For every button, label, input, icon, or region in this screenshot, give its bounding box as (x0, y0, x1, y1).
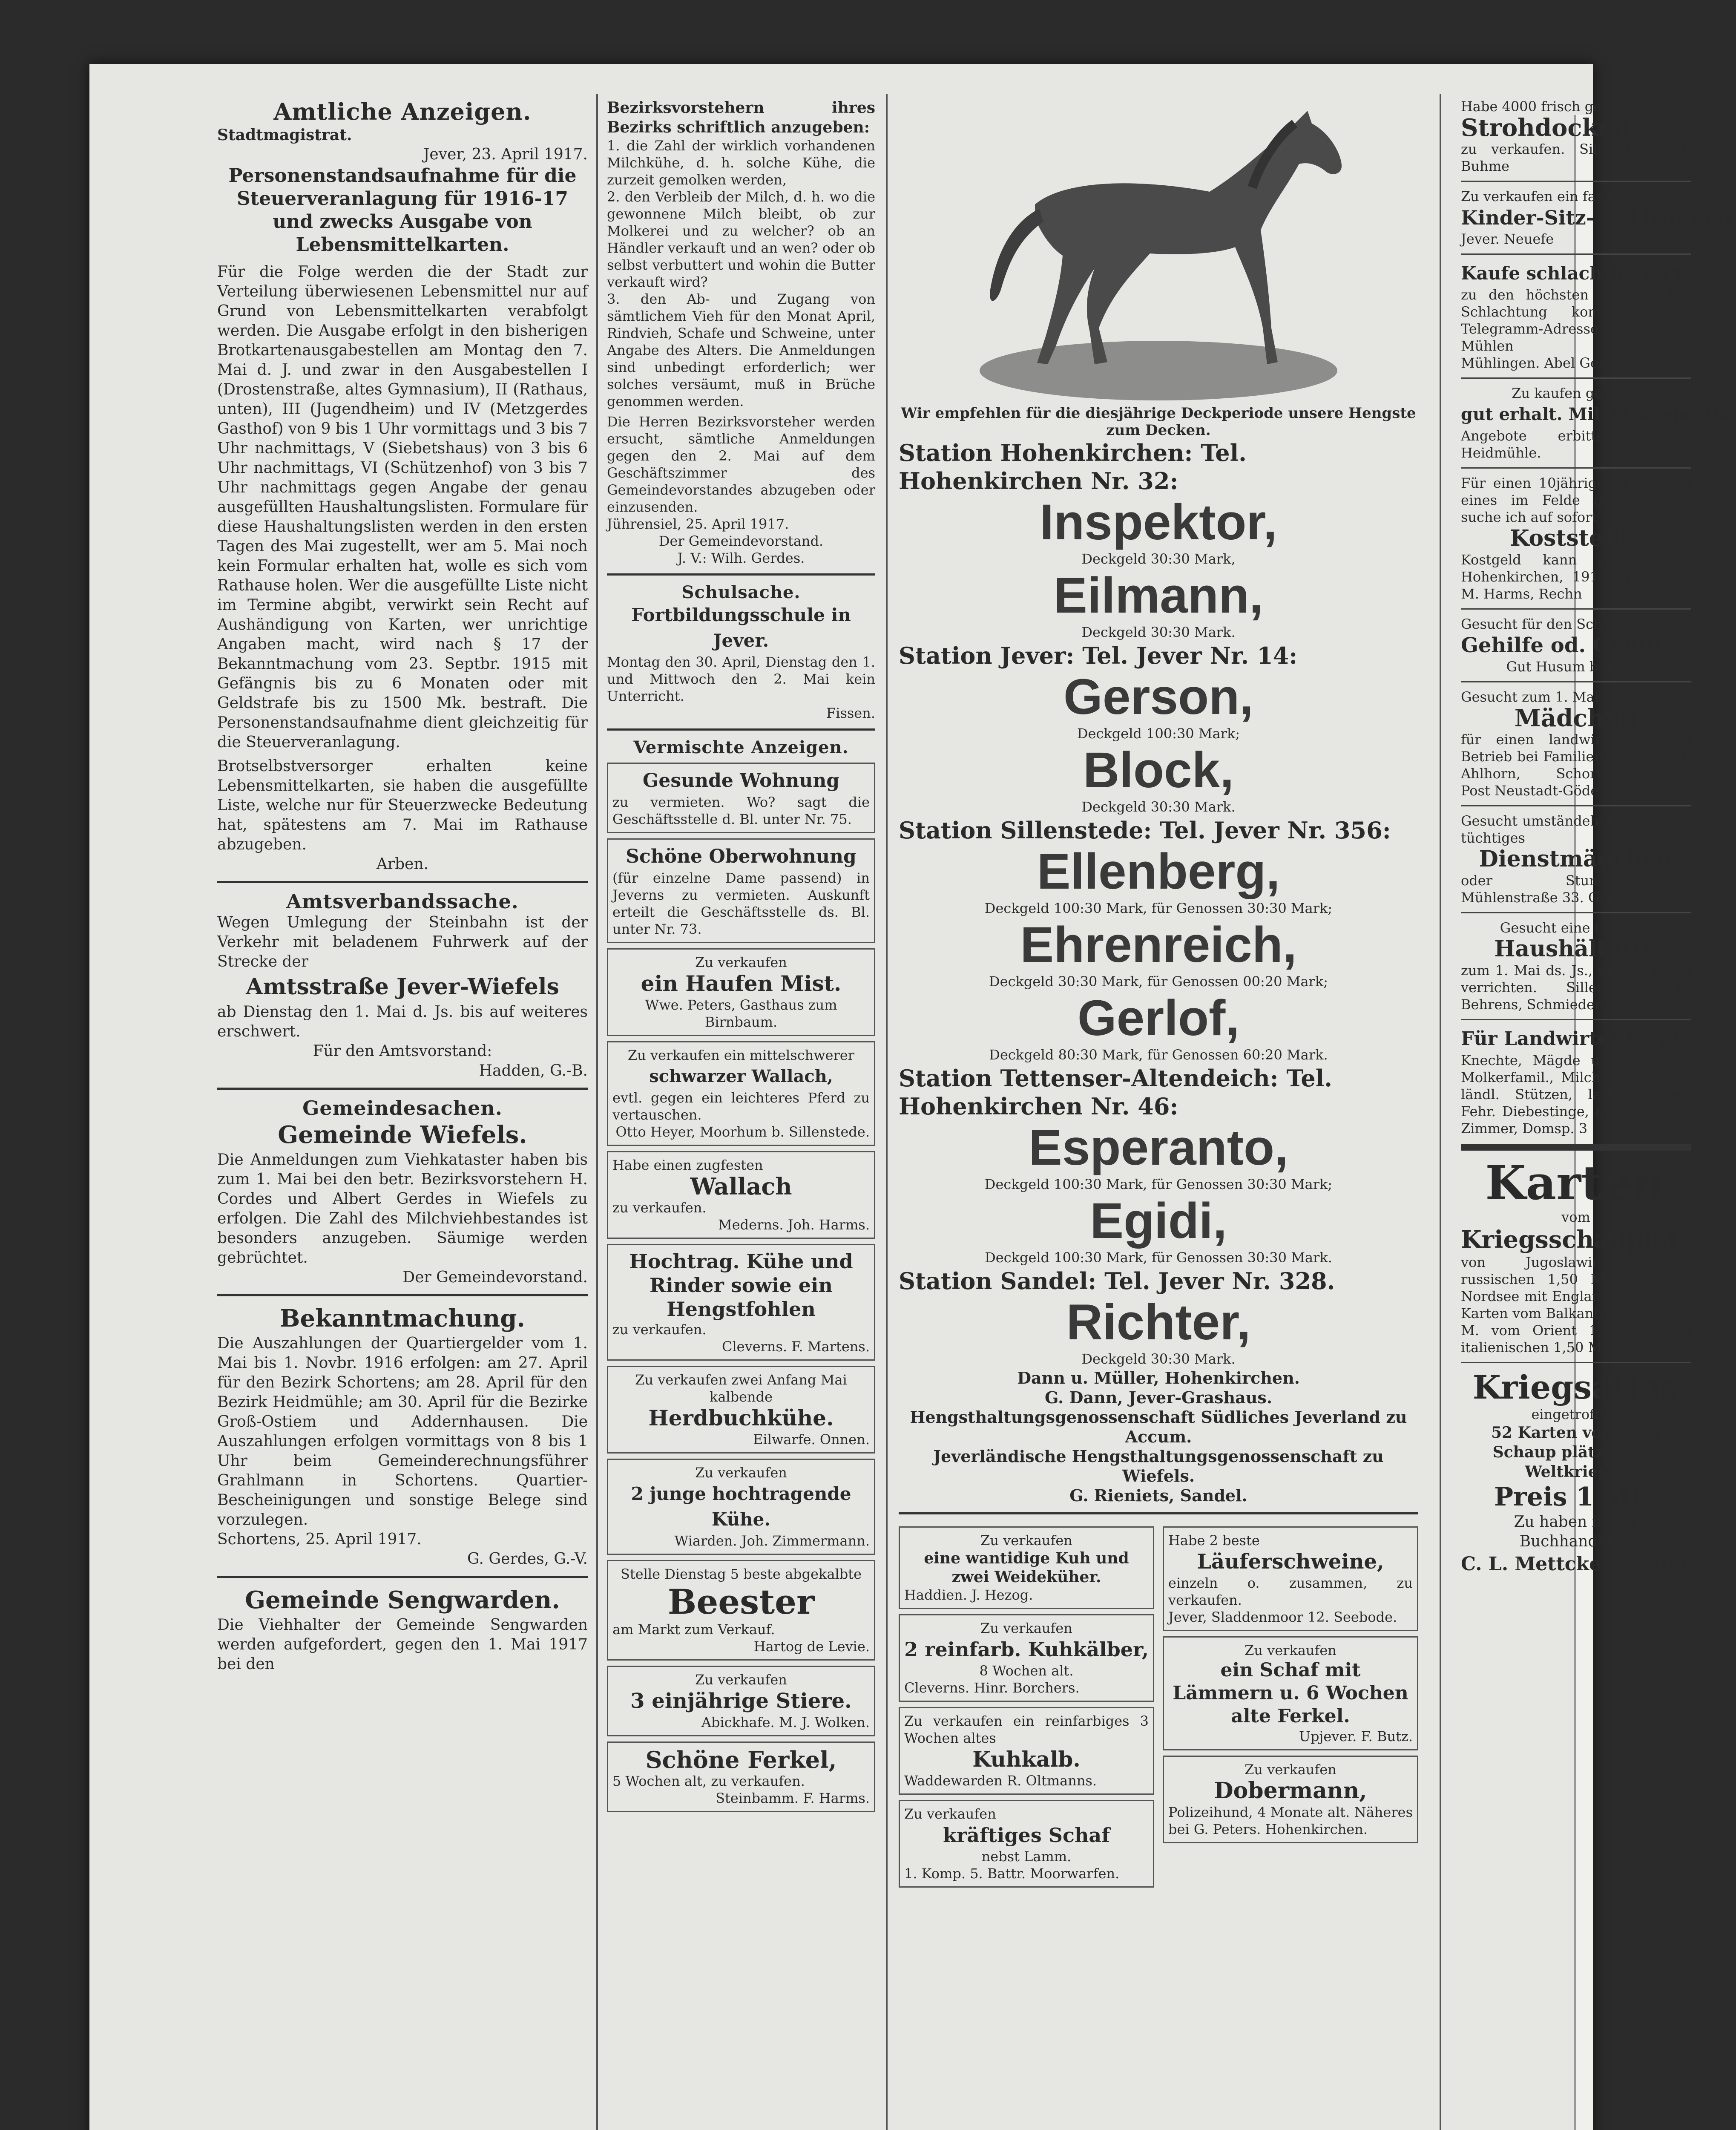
notice-title: Personenstandsaufnahme für die Steuerveranlagung für 1916-17 und zwecks Ausgabe von Lebensmittelkarten. (228, 165, 577, 256)
ad-pre: Zu kaufen gesucht (1512, 385, 1640, 401)
ad-price: Preis 1 Mk. (1494, 1482, 1658, 1512)
ad-title: Dobermann, (1214, 1778, 1367, 1804)
ad-body: einzeln o. zusammen, zu verkaufen. (1168, 1575, 1413, 1608)
column-rule (596, 94, 598, 2130)
notice-body-2: Brotselbstversorger erhalten keine Lebensmittelkarten, sie haben die ausgefüllte Liste, welche nur für Steuerzwecke Bedeutung hat, spätestens am 7. Mai im Rathause abzugeben. (217, 757, 588, 853)
divider (217, 1294, 588, 1296)
dateline: Jührensiel, 25. April 1917. (607, 516, 789, 532)
classified-ad (899, 1800, 1154, 1888)
signature: Der Gemeindevorstand. (402, 1269, 588, 1286)
ad-title: Gehilfe od. Gehilf (1461, 633, 1663, 657)
list-item: 3. den Ab- und Zugang von sämtlichem Vieh für den Monat April, Rindvieh, Schafe und Schweine, unter Angabe des Alters. Die Anmeldungen sind unbedingt erforderlich; wer solches versäumt, muß in Brüche genommen werden. (607, 291, 875, 409)
stud-fee: Deckgeld 100:30 Mark; (1077, 725, 1240, 742)
ad-title: Strohdocken (1461, 114, 1631, 142)
ad-title: ein Schaf mit Lämmern u. 6 Wochen alte Ferkel. (1173, 1659, 1408, 1727)
stallion-name: Block, (1083, 742, 1234, 798)
section-header: Gemeindesachen. (302, 1097, 503, 1120)
ad-title: Koststelle. (1510, 525, 1642, 551)
notice-title: Bekanntmachung. (280, 1304, 525, 1333)
divider (899, 1512, 1418, 1514)
ad-body: zu vermieten. Wo? sagt die Geschäftsstelle d. Bl. unter Nr. 75. (612, 794, 870, 827)
notice-title: Amtsstraße Jever-Wiefels (246, 974, 559, 1000)
signature: Fissen. (826, 705, 875, 721)
advertiser: Jeverländische Hengsthaltungsgenossenschaft zu Wiefels. (933, 1447, 1384, 1485)
divider (607, 728, 875, 731)
divider (1461, 181, 1691, 182)
stud-fee: Deckgeld 30:30 Mark, (1081, 551, 1236, 567)
divider (1461, 377, 1691, 379)
ad-body: 52 Karten von allen Schaup plätzen des Weltkrieges (1491, 1424, 1661, 1481)
classified-ad (607, 838, 875, 943)
classified-ad (607, 1041, 875, 1146)
divider (1461, 467, 1691, 469)
ad-title: Gesunde Wohnung (642, 770, 840, 792)
classified-ad (607, 1560, 875, 1661)
ad-pre: Zu verkaufen ein fast neuer (1461, 188, 1653, 204)
classified-ad (1163, 1636, 1418, 1750)
divider (1461, 608, 1691, 610)
ad-title: schwarzer Wallach, (649, 1066, 833, 1086)
signature: Arben. (376, 855, 429, 873)
stallion-name: Inspektor, (1040, 494, 1277, 550)
divider (1461, 1144, 1691, 1151)
ad-pre: Gesucht umständehalber fort ein tüchtiges (1461, 813, 1691, 846)
ad-sign: Mederns. Joh. Harms. (718, 1217, 870, 1233)
ad-title: Kuhkalb. (972, 1747, 1081, 1772)
ad-body: Zu haben in der Buchhandlung (1514, 1513, 1638, 1550)
advertiser: Hengsthaltungsgenossenschaft Südliches Jeverland zu Accum. (910, 1408, 1407, 1446)
column-4 (1461, 98, 1736, 1577)
ad-body: von Jugoslawien... vom russischen 1,50 Mk. von der Nordsee mit England 0,80 Mark, Karten vom Balkanhalbinsel 1,50 M. vom Orient 1,50 M. vom italienischen 1,50 Mk. (1461, 1254, 1691, 1356)
ad-pre: Zu verkaufen zwei Anfang Mai kalbende (635, 1372, 847, 1405)
ad-pre: Habe einen zugfesten (612, 1157, 763, 1173)
signature: G. Gerdes, G.-V. (467, 1550, 588, 1568)
ad-title: 2 reinfarb. Kuhkälber, (904, 1638, 1149, 1661)
divider (1461, 681, 1691, 682)
ad-sub: eingetroffen. (1531, 1406, 1621, 1422)
ad-sign: Cleverns. F. Martens. (721, 1338, 870, 1355)
ad-sign: Jever, Sladdenmoor 12. Seebode. (1168, 1609, 1397, 1625)
ad-pre: Habe 2 beste (1168, 1532, 1260, 1549)
stud-fee: Deckgeld 30:30 Mark, für Genossen 00:20 Mark; (989, 973, 1328, 990)
ad-title: 2 junge hochtragende Kühe. (631, 1483, 851, 1530)
ad-body: zu den höchsten Preisen. Bei Schlachtung komme sofort. Telegramm-Adresse Gerzgal, Mühlen (1461, 287, 1691, 354)
section-header: Amtliche Anzeigen. (273, 98, 532, 125)
notice-title: Gemeinde Sengwarden. (245, 1586, 560, 1614)
divider (1461, 805, 1691, 806)
ad-sign: Abickhafe. M. J. Wolken. (701, 1714, 870, 1730)
notice-body: Montag den 30. April, Dienstag den 1. und Mittwoch den 2. Mai kein Unterricht. (607, 654, 875, 704)
classified-ad (607, 1366, 875, 1454)
ad-pre: Zu verkaufen (980, 1620, 1072, 1636)
notice-body: ab Dienstag den 1. Mai d. Js. bis auf weiteres erschwert. (217, 1003, 588, 1040)
ad-pre: Gesucht zum 1. Mai ein (1461, 689, 1624, 705)
ad-sign: Otto Heyer, Moorhum b. Sillenstede. (615, 1124, 870, 1140)
divider (607, 573, 875, 576)
classified-ad (607, 763, 875, 833)
section-header: Amtsverbandssache. (286, 890, 519, 913)
signature: Der Gemeindevorstand. (658, 533, 824, 549)
ad-pre: Zu verkaufen (695, 1465, 787, 1481)
notice-body: Wegen Umlegung der Steinbahn ist der Verkehr mit beladenem Fuhrwerk auf der Strecke der (217, 914, 588, 970)
station-line: Station Sillenstede: Tel. Jever Nr. 356: (899, 817, 1391, 844)
ad-sign: 1. Komp. 5. Battr. Moorwarfen. (904, 1865, 1120, 1882)
ad-title: Schöne Ferkel, (645, 1746, 837, 1773)
ads-right (1163, 1521, 1418, 1893)
ad-title: Karten (1485, 1155, 1667, 1210)
ad-pre: Gesucht für den Schmied (1461, 616, 1636, 632)
ad-sign: Haddien. J. Hezog. (904, 1587, 1033, 1603)
stud-fee: Deckgeld 30:30 Mark. (1081, 624, 1236, 640)
ad-pre: Zu verkaufen ein mittelschwerer (627, 1047, 855, 1063)
ad-title: Kinder-Sitz- u. Liegewag (1461, 206, 1732, 229)
classified-ad (607, 1151, 875, 1239)
classified-ad (899, 1614, 1154, 1702)
ad-pre: Zu verkaufen (980, 1532, 1072, 1549)
ad-title: Mädchen (1514, 704, 1638, 732)
ad-sign: Jever. Neuefe (1461, 231, 1554, 247)
ad-body: Wwe. Peters, Gasthaus zum Birnbaum. (645, 997, 837, 1030)
ad-title: Für Landwirte! Empfe (1461, 1028, 1692, 1050)
divider (1461, 253, 1691, 255)
ad-pre: Zu verkaufen (1245, 1642, 1336, 1658)
ad-sign: Cleverns. Hinr. Borchers. (904, 1680, 1080, 1696)
ad-sign: Steinbamm. F. Harms. (716, 1790, 870, 1806)
stallion-name: Eilmann, (1054, 567, 1263, 624)
ad-title: Haushälterin (1494, 936, 1658, 962)
classified-ad (607, 1459, 875, 1555)
ad-pre: Für einen 10jährigen Kna Sohn eines im Felde gef Witwers, suche ich auf sofort (1461, 475, 1691, 525)
stud-fee: Deckgeld 100:30 Mark, für Genossen 30:30 Mark; (984, 1176, 1333, 1192)
ad-pre: Zu verkaufen ein reinfarbiges 3 Wochen altes (904, 1713, 1149, 1746)
notice-body: Die Herren Bezirksvorsteher werden ersucht, sämtliche Anmeldungen gegen den 2. Mai auf dem Geschäftszimmer des Gemeindevorstandes abzugeben oder einzusenden. (607, 414, 875, 515)
stud-fee: Deckgeld 100:30 Mark, für Genossen 30:30 Mark. (985, 1249, 1332, 1266)
ad-pre: Zu verkaufen (695, 1672, 787, 1688)
stallion-name: Esperanto, (1029, 1120, 1288, 1176)
stud-fee: Deckgeld 80:30 Mark, für Genossen 60:20 Mark. (989, 1047, 1328, 1063)
ad-title: Hochtrag. Kühe und Rinder sowie ein Hengstfohlen (629, 1250, 853, 1321)
stud-fee: Deckgeld 30:30 Mark. (1081, 1351, 1236, 1367)
column-1 (217, 98, 588, 1674)
ad-body: oder Stundenmädchen. Mühlenstraße 33. Gaten (1461, 872, 1691, 906)
ad-body: 8 Wochen alt. (979, 1663, 1074, 1679)
authority: Stadtmagistrat. (217, 126, 352, 144)
ad-body: Knechte, Mägde u. ältere Arb Molkerfamil., Milchfahrer, Fisch ländl. Stützen, landw. Arbeit Fehr. Diebestinge, gew. St.-Vertr Zimmer, Domsp. 3 (1461, 1052, 1691, 1137)
signature: J. V.: Wilh. Gerdes. (677, 550, 805, 566)
divider (217, 1576, 588, 1578)
notice-body: Für die Folge werden die der Stadt zur Verteilung überwiesenen Lebensmittel nur auf Grund von Lebensmittelkarten verabfolgt werden. Die Ausgabe erfolgt in den bisherigen Brotkartenausgabestellen am Montag den 7. Mai d. J. und zwar in den Ausgabestellen I (Drostenstraße, altes Gymnasium), II (Rathaus, unten), III (Jugendheim) und IV (Metzgerdes Gasthof) von 9 bis 1 Uhr vormittags und 3 bis 7 Uhr nachmittags, V (Siebetshaus) von 3 bis 6 Uhr nachmittags, VI (Schützenhof) von 3 bis 7 Uhr nachmittags gegen Angabe der genau ausgefüllten Haushaltungslisten. Formulare für diese Haushaltungslisten werden in den ersten Tagen des Mai zugestellt, wer am 5. Mai noch kein Formular erhalten hat, wolle es sich vom Rathause holen. Wer die ausgefüllte Liste nicht im Termine abgibt, verwirkt sein Recht auf Aushändigung von Karten, wer unrichtige Angaben macht, wird nach § 17 der Bekanntmachung vom 23. Septbr. 1915 mit Gefängnis bis zu 6 Monaten oder mit Geldstrafe bis zu 1500 Mk. bestraft. Die Personenstandsaufnahme dient gleichzeitig für die Steuerveranlagung. (217, 263, 588, 751)
column-rule (886, 94, 888, 2130)
list-item: 1. die Zahl der wirklich vorhandenen Milchkühe, d. h. solche Kühe, die zurzeit gemolken werden, (607, 138, 875, 188)
classified-ad (607, 1666, 875, 1736)
advertiser: G. Rieniets, Sandel. (1069, 1486, 1247, 1505)
stallion-caption: Wir empfehlen für die diesjährige Deckperiode unsere Hengste zum Decken. (901, 405, 1416, 439)
list-item: 2. den Verbleib der Milch, d. h. wo die gewonnene Milch bleibt, ob zur Molkerei und zu welcher? ob an Händler verkauft und an wen? oder ob selbst verbuttert und wohin die Butter verkauft wird? (607, 189, 875, 290)
ad-sign: C. L. Mettcker & Söhne (1461, 1553, 1706, 1575)
ad-body: Polizeihund, 4 Monate alt. Näheres bei G. Peters. Hohenkirchen. (1168, 1804, 1413, 1837)
classified-ad (899, 1526, 1154, 1609)
ad-pre: Zu verkaufen (904, 1806, 996, 1822)
notice-body: Die Viehhalter der Gemeinde Sengwarden werden aufgefordert, gegen den 1. Mai 1917 bei den (217, 1616, 588, 1673)
ad-sign: Wiarden. Joh. Zimmermann. (674, 1533, 870, 1549)
ad-title: Dienstmädchen (1479, 846, 1673, 872)
ad-sign: Mühlingen. Abel Gerz (1461, 355, 1612, 371)
dateline: Jever, 23. April 1917. (423, 146, 588, 163)
newspaper-page (89, 64, 1736, 2130)
ad-sub: vom (1561, 1209, 1590, 1225)
advertiser: Dann u. Müller, Hohenkirchen. (1017, 1368, 1300, 1387)
ad-body: evtl. gegen ein leichteres Pferd zu vertauschen. (612, 1090, 870, 1123)
classified-ad (899, 1707, 1154, 1795)
ad-pre: Habe 4000 frisch gebunden (1461, 98, 1653, 115)
notice-intro: Bezirksvorstehern ihres Bezirks schriftlich anzugeben: (607, 99, 875, 136)
classified-ad (607, 948, 875, 1036)
classified-ad (607, 1244, 875, 1361)
ad-title: Schöne Oberwohnung (626, 846, 857, 867)
stallion-name: Ellenberg, (1037, 843, 1280, 900)
classified-ad (607, 1741, 875, 1812)
ad-pre: Gesucht eine tüchtige (1500, 920, 1652, 936)
stallion-name: Egidi, (1090, 1193, 1227, 1249)
signature: Hadden, G.-B. (479, 1062, 588, 1079)
ad-title: Herdbuchkühe. (648, 1405, 834, 1431)
ad-pre: Zu verkaufen (1245, 1762, 1336, 1778)
ad-body: für einen landwirtschaftlichen Betrieb bei Familienanschluß. H. Ahlhorn, Schortenser-Hamm Post Neustadt-Göde (1461, 731, 1691, 799)
stallion-name: Gerson, (1063, 669, 1253, 725)
notice-title: Fortbildungsschule in Jever. (631, 604, 851, 651)
ad-body: zu verkaufen. Sillenstede. H. Buhme (1461, 141, 1691, 174)
ad-title: Kriegsschauplatz (1461, 1226, 1693, 1254)
ad-pre: Stelle Dienstag 5 beste abgekalbte (620, 1566, 862, 1582)
ad-sign: Upjever. F. Butz. (1299, 1728, 1413, 1744)
notice-body: Die Anmeldungen zum Viehkataster haben bis zum 1. Mai bei den betr. Bezirksvorstehern H. Cordes und Albert Gerdes in Wiefels zu erfolgen. Die Zahl des Milchviehbestandes ist besonders anzugeben. Säumige werden gebrüchtet. (217, 1151, 588, 1266)
ads-row (899, 1521, 1418, 1893)
ad-pre: Zu verkaufen (695, 954, 787, 970)
column-2 (607, 98, 875, 1817)
divider (217, 1088, 588, 1090)
classified-ad (1163, 1526, 1418, 1631)
ad-sign: Waddewarden R. Oltmanns. (904, 1773, 1097, 1789)
station-line: Station Sandel: Tel. Jever Nr. 328. (899, 1267, 1335, 1295)
stud-fee: Deckgeld 30:30 Mark. (1081, 799, 1236, 815)
ads-left (899, 1521, 1154, 1893)
station-line: Station Tettenser-Altendeich: Tel. Hohenkirchen Nr. 46: (899, 1065, 1333, 1120)
divider (1461, 912, 1691, 913)
horse-illustration (971, 106, 1346, 405)
ad-sign: Eilwarfe. Onnen. (753, 1431, 870, 1448)
column-3 (899, 98, 1418, 1893)
notice-body: Die Auszahlungen der Quartiergelder vom 1. Mai bis 1. Novbr. 1916 erfolgen: am 27. April für den Bezirk Schortens; am 28. April für den Bezirk Heidmühle; am 30. April für die Bezirke Groß-Ostiem und Addernhausen. Die Auszahlungen erfolgen vormittags von 8 bis 1 Uhr beim Gemeinderechnungsführer Grahlmann in Schortens. Quartier-Bescheinigungen und sonstige Belege sind vorzulegen. (217, 1335, 588, 1528)
ad-body: zum 1. Mai ds. Js., welche mi zu verrichten. Sillenstede. G. Behrens, Schmiedem (1461, 962, 1691, 1013)
stud-fee: Deckgeld 100:30 Mark, für Genossen 30:30 Mark; (984, 900, 1333, 916)
ad-title: 3 einjährige Stiere. (630, 1689, 852, 1713)
ad-title: Kaufe schlachtbare Pfe (1461, 263, 1695, 284)
section-header: Schulsache. (681, 582, 801, 602)
ad-body: zu verkaufen. (612, 1200, 707, 1216)
ad-title: gut erhalt. Milchtransportka (1461, 404, 1736, 424)
ad-body: Angebote erbittet Kloster Heidmühle. (1461, 428, 1691, 461)
station-line: Station Hohenkirchen: Tel. Hohenkirchen Nr. 32: (899, 439, 1247, 495)
advertiser: G. Dann, Jever-Grashaus. (1044, 1388, 1273, 1407)
ad-title: ein Haufen Mist. (641, 971, 842, 996)
ad-body: nebst Lamm. (981, 1848, 1072, 1865)
ad-title: Beester (667, 1582, 815, 1622)
ad-title: Kriegsatlas (1472, 1368, 1679, 1406)
divider (217, 881, 588, 883)
ad-title: Läuferschweine, (1197, 1550, 1384, 1574)
divider (1461, 1019, 1691, 1020)
stallion-name: Gerlof, (1077, 990, 1240, 1046)
ad-body: Gut Husum b. Jever. (1506, 659, 1646, 675)
stallion-name: Ehrenreich, (1020, 917, 1297, 973)
ad-title: kräftiges Schaf (943, 1824, 1110, 1847)
divider (1461, 1362, 1691, 1363)
stallion-name: Richter, (1066, 1294, 1251, 1350)
ad-body: (für einzelne Dame passend) in Jeverns zu vermieten. Auskunft erteilt die Geschäftsstelle ds. Bl. unter Nr. 73. (612, 870, 870, 937)
classified-ad (1163, 1756, 1418, 1843)
ad-body: 5 Wochen alt, zu verkaufen. (612, 1773, 805, 1789)
dateline: Schortens, 25. April 1917. (217, 1531, 422, 1548)
ad-title: Wallach (690, 1173, 792, 1200)
ad-body: zu verkaufen. (612, 1321, 707, 1338)
signature: Für den Amtsvorstand: (313, 1042, 492, 1060)
ad-title: eine wantidige Kuh und zwei Weideküher. (924, 1549, 1129, 1586)
ad-body: am Markt zum Verkauf. (612, 1621, 775, 1638)
ad-sign: Hartog de Levie. (753, 1638, 870, 1655)
ad-body: Kostgeld kann gegeben w Hohenkirchen, 1917 April 2 C. M. Harms, Rechn (1461, 552, 1691, 602)
station-line: Station Jever: Tel. Jever Nr. 14: (899, 642, 1298, 669)
notice-title: Gemeinde Wiefels. (278, 1121, 527, 1149)
section-header: Vermischte Anzeigen. (633, 737, 849, 757)
column-rule (1440, 94, 1441, 2130)
